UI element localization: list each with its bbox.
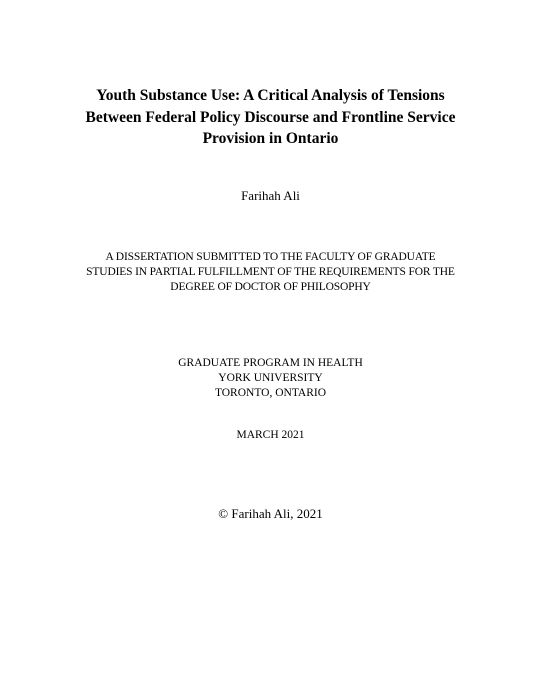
title-line: Youth Substance Use: A Critical Analysis of Tensions <box>96 87 445 104</box>
statement-line: A DISSERTATION SUBMITTED TO THE FACULTY OF GRADUATE <box>105 251 436 263</box>
submission-date <box>0 428 541 443</box>
statement-line: DEGREE OF DOCTOR OF PHILOSOPHY <box>170 281 371 293</box>
university-line: YORK UNIVERSITY <box>218 372 323 384</box>
author-line: Farihah Ali <box>241 188 300 203</box>
dissertation-title <box>0 85 541 150</box>
location-line: TORONTO, ONTARIO <box>214 387 327 399</box>
title-line: Between Federal Policy Discourse and Frontline Service <box>85 108 456 126</box>
statement-line: STUDIES IN PARTIAL FULFILLMENT OF THE REQUIREMENTS FOR THE <box>86 266 455 278</box>
program-info <box>0 356 541 401</box>
submission-statement <box>0 250 541 295</box>
copyright-line: © Farihah Ali, 2021 <box>218 506 323 521</box>
author-name <box>0 188 541 204</box>
title-line: Provision in Ontario <box>202 130 339 147</box>
date-line: MARCH 2021 <box>236 429 305 441</box>
copyright-notice <box>0 506 541 522</box>
program-line: GRADUATE PROGRAM IN HEALTH <box>178 357 363 369</box>
